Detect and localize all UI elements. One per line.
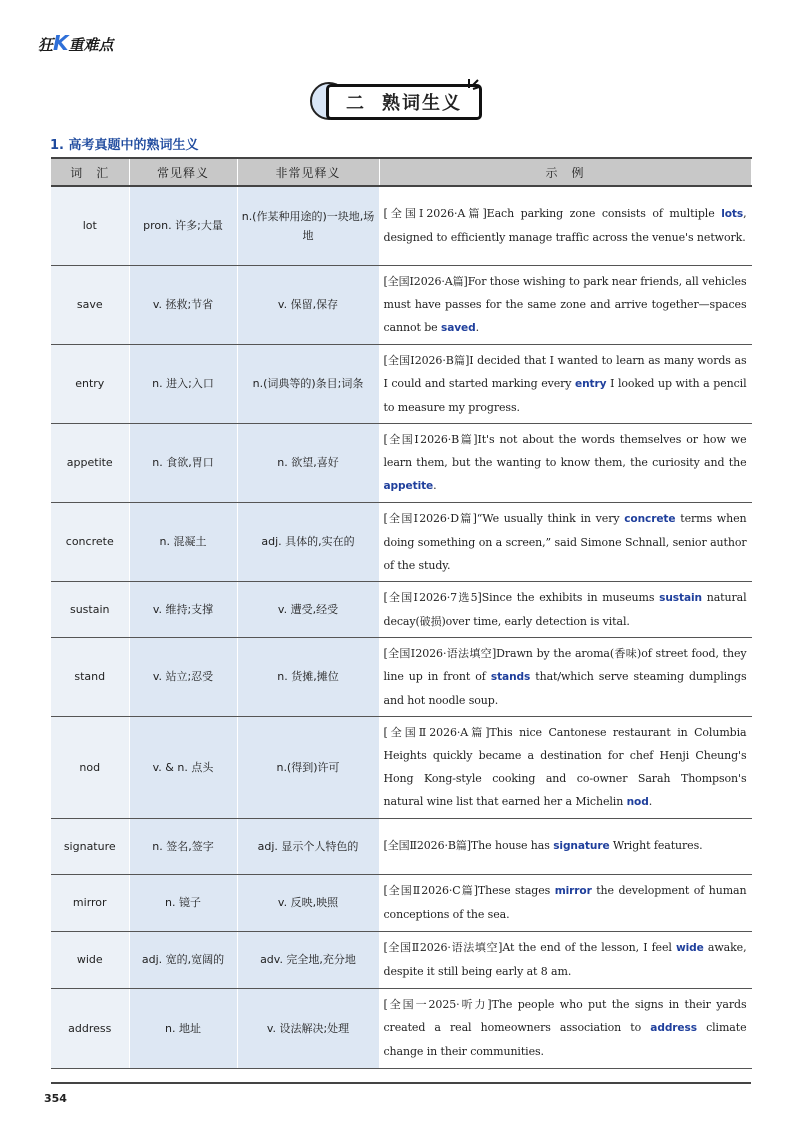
- uncommon-meaning-cell: n.(词典等的)条目;词条: [237, 344, 379, 423]
- bottom-rule: [51, 1082, 751, 1084]
- example-text: I looked up with a pencil to measure my progress.: [383, 376, 747, 414]
- word-cell: save: [51, 265, 129, 344]
- table-header-row: [51, 158, 751, 186]
- example-cell: [379, 423, 751, 502]
- header-word: 词 汇: [51, 158, 129, 186]
- table-row: [51, 344, 751, 423]
- example-text: [全国Ⅱ2026·语法填空]At the end of the lesson, I feel: [383, 941, 676, 954]
- word-cell: sustain: [51, 581, 129, 637]
- example-text: [全国Ⅰ2026·B篇]It's not about the words themselves or how we learn them, but the wanting to know them, the curiosity and the: [383, 432, 747, 469]
- uncommon-meaning-cell: n. 货摊,摊位: [237, 637, 379, 716]
- brand-post: 重难点: [68, 36, 114, 54]
- section-banner: [310, 76, 480, 122]
- common-meaning-cell: v. & n. 点头: [129, 716, 237, 818]
- uncommon-meaning-cell: n.(得到)许可: [237, 716, 379, 818]
- common-meaning-cell: n. 签名,签字: [129, 818, 237, 874]
- example-text: awake, despite it still being early at 8 am.: [383, 941, 747, 978]
- example-text: [全国Ⅰ2026·语法填空]Drawn by the aroma(香味)of street food, they line up in front of: [383, 646, 747, 683]
- example-cell: [379, 186, 751, 265]
- example-cell: [379, 502, 751, 581]
- example-cell: [379, 581, 751, 637]
- word-cell: concrete: [51, 502, 129, 581]
- example-keyword: nod: [626, 795, 649, 808]
- header-uncommon: 非常见释义: [237, 158, 379, 186]
- uncommon-meaning-cell: n.(作某种用途的)一块地,场地: [237, 186, 379, 265]
- example-text: [全国Ⅰ2026·D篇]“We usually think in very: [383, 511, 625, 525]
- word-cell: mirror: [51, 874, 129, 931]
- brand-k: K: [53, 31, 69, 55]
- example-text: .: [475, 320, 480, 334]
- example-keyword: saved: [440, 321, 476, 334]
- word-cell: stand: [51, 637, 129, 716]
- section-title-box: [326, 84, 482, 120]
- example-keyword: entry: [575, 377, 607, 390]
- table-row: [51, 931, 751, 988]
- example-text: [全国Ⅰ2026·7选5]Since the exhibits in museums: [383, 590, 660, 604]
- example-keyword: stands: [490, 670, 531, 683]
- table-row: [51, 265, 751, 344]
- example-cell: [379, 637, 751, 716]
- uncommon-meaning-cell: v. 遭受,经受: [237, 581, 379, 637]
- common-meaning-cell: n. 进入;入口: [129, 344, 237, 423]
- vocab-table: [51, 157, 752, 1069]
- uncommon-meaning-cell: v. 反映,映照: [237, 874, 379, 931]
- uncommon-meaning-cell: adv. 完全地,充分地: [237, 931, 379, 988]
- table-row: [51, 637, 751, 716]
- example-text: the development of human conceptions of the sea.: [383, 884, 747, 921]
- example-cell: [379, 931, 751, 988]
- section-title: 熟词生义: [382, 93, 462, 114]
- example-text: .: [648, 794, 653, 808]
- word-cell: nod: [51, 716, 129, 818]
- example-keyword: appetite: [383, 479, 434, 492]
- example-cell: [379, 988, 751, 1068]
- word-cell: address: [51, 988, 129, 1068]
- example-keyword: wide: [675, 942, 704, 954]
- example-keyword: sustain: [659, 591, 702, 604]
- example-keyword: signature: [553, 840, 610, 852]
- example-keyword: address: [650, 1022, 697, 1034]
- table-row: [51, 818, 751, 874]
- example-text: climate change in their communities.: [383, 1021, 747, 1058]
- word-cell: signature: [51, 818, 129, 874]
- uncommon-meaning-cell: adj. 具体的,实在的: [237, 502, 379, 581]
- example-text: that/which serve steaming dumplings and hot noodle soup.: [383, 669, 747, 707]
- example-text: [全国Ⅰ2026·A篇]For those wishing to park near friends, all vehicles must have passes for the same zone and arrive together—spaces cannot be: [383, 274, 747, 334]
- example-text: , designed to efficiently manage traffic across the venue's network.: [383, 207, 747, 245]
- word-cell: appetite: [51, 423, 129, 502]
- table-row: [51, 988, 751, 1068]
- table-row: [51, 502, 751, 581]
- example-keyword: mirror: [554, 885, 592, 897]
- common-meaning-cell: v. 拯救;节省: [129, 265, 237, 344]
- example-keyword: concrete: [624, 512, 676, 525]
- example-cell: [379, 716, 751, 818]
- uncommon-meaning-cell: n. 欲望,喜好: [237, 423, 379, 502]
- example-cell: [379, 265, 751, 344]
- common-meaning-cell: n. 食欲,胃口: [129, 423, 237, 502]
- word-cell: wide: [51, 931, 129, 988]
- header-example: 示 例: [379, 158, 751, 186]
- example-text: .: [433, 478, 437, 492]
- common-meaning-cell: n. 镜子: [129, 874, 237, 931]
- table-row: [51, 716, 751, 818]
- example-text: [全国Ⅰ2026·A篇]Each parking zone consists of multiple: [383, 207, 722, 221]
- page-number: 354: [44, 1092, 67, 1105]
- example-keyword: lots: [721, 208, 744, 221]
- word-cell: lot: [51, 186, 129, 265]
- example-cell: [379, 818, 751, 874]
- table-body: [51, 186, 751, 1068]
- example-text: [全国Ⅱ2026·B篇]The house has: [383, 839, 554, 852]
- uncommon-meaning-cell: v. 设法解决;处理: [237, 988, 379, 1068]
- brand-pre: 狂: [38, 36, 54, 54]
- uncommon-meaning-cell: adj. 显示个人特色的: [237, 818, 379, 874]
- example-cell: [379, 874, 751, 931]
- example-text: [全国Ⅱ2026·A篇]This nice Cantonese restaurant in Columbia Heights quickly became a destination for chef Henji Cheung's Hong Kong-style cooking and co-owner Sarah Thompson's natural wine list that earned her a Michelin: [383, 725, 747, 808]
- example-text: natural decay(破损)over time, early detection is vital.: [383, 590, 747, 628]
- example-text: [全国Ⅰ2026·B篇]I decided that I wanted to learn as many words as I could and started marking every: [383, 353, 747, 390]
- section-number: 二: [346, 93, 366, 114]
- common-meaning-cell: pron. 许多;大量: [129, 186, 237, 265]
- example-cell: [379, 344, 751, 423]
- common-meaning-cell: adj. 宽的,宽阔的: [129, 931, 237, 988]
- table-row: [51, 186, 751, 265]
- common-meaning-cell: n. 地址: [129, 988, 237, 1068]
- example-text: [全国一2025·听力]The people who put the signs in their yards created a real homeowners association to: [383, 998, 747, 1034]
- common-meaning-cell: n. 混凝土: [129, 502, 237, 581]
- common-meaning-cell: v. 站立;忍受: [129, 637, 237, 716]
- header-common: 常见释义: [129, 158, 237, 186]
- word-cell: entry: [51, 344, 129, 423]
- table-row: [51, 874, 751, 931]
- sparkle-icon: [466, 76, 480, 90]
- uncommon-meaning-cell: v. 保留,保存: [237, 265, 379, 344]
- example-text: [全国Ⅱ2026·C篇]These stages: [383, 884, 555, 897]
- common-meaning-cell: v. 维持;支撑: [129, 581, 237, 637]
- subheading: 1. 高考真题中的熟词生义: [50, 138, 199, 153]
- example-text: terms when doing something on a screen,” said Simone Schnall, senior author of the study.: [383, 511, 747, 572]
- brand-logo: [38, 31, 114, 55]
- table-row: [51, 581, 751, 637]
- example-text: Wright features.: [609, 839, 703, 852]
- table-row: [51, 423, 751, 502]
